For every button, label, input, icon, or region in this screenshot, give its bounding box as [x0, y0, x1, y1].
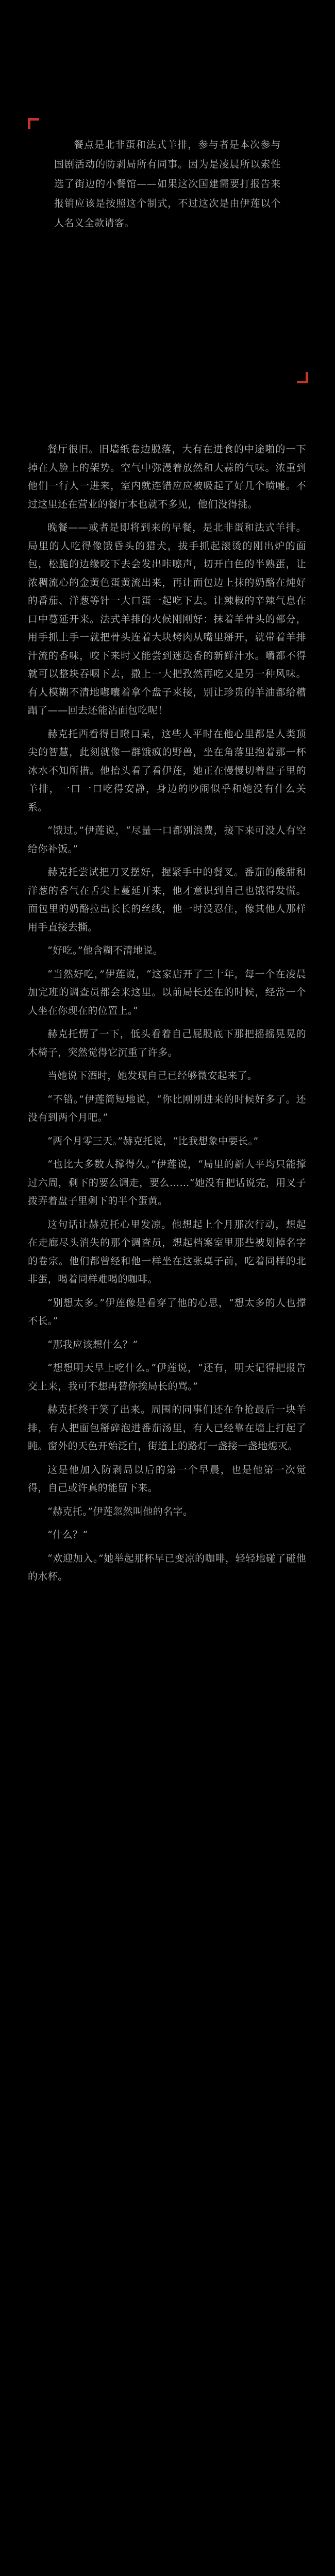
story-paragraph: 这句话让赫克托心里发凉。他想起上个月那次行动，想起在走廊尽头消失的那个调查员，想起档案室里那些被划掉名字的卷宗。他们都曾经和他一样坐在这张桌子前，吃着同样的北非蛋，喝着同样难喝的咖啡。	[28, 1218, 306, 1285]
intro-box	[54, 135, 281, 233]
story-paragraph: 赫克托尝试把刀叉摆好，握紧手中的餐叉。番茄的酸甜和洋葱的香气在舌尖上蔓延开来，他才意识到自己也饿得发慌。面包里的奶酪拉出长长的丝线，他一时没忍住，像其他人那样用手直接去撕。	[28, 867, 306, 933]
story-paragraph: 晚餐——或者是即将到来的早餐，是北非蛋和法式羊排。局里的人吃得像饿昏头的猎犬，拔手抓起滚烫的刚出炉的面包，松脆的边缘咬下去会发出咔嚓声，切开白色的半熟蛋，让浓稠流心的金黄色蛋黄流出来，再让面包边上抹的奶酪在炖好的番茄、洋葱等针一大口蛋一起吃下去。让辣椒的辛辣气息在口中蔓延开来。法式羊排的火候刚刚好：抹着羊骨头的部分，用手抓上手一就把骨头连着大块烤肉从嘴里掰开，就带着羊排汁流的香味，咬下来时又能尝到迷迭香的新鲜汁水。嚼都不得就可以整块吞咽下去，撒上一大把孜然再吃又是另一种风味。有人模糊不清地嘟囔着拿个盘子来接，别让珍贵的羊油都给糟蹋了——回去还能沾面包吃呢！	[28, 522, 306, 716]
story-paragraph: “欢迎加入。”她举起那杯早已变凉的咖啡，轻轻地碰了碰他的水杯。	[28, 1552, 306, 1582]
story-paragraph: 赫克托西看得目瞪口呆，这些人平时在他心里都是人类顶尖的智慧，此刻就像一群饿疯的野兽，坐在角落里抱着那一杯冰水不知所措。他抬头看了看伊莲，她正在慢慢切着盘子里的羊排，一口一口吃得安静，身边的吵闹似乎和她没有什么关系。	[28, 728, 306, 813]
story-paragraph: “那我应该想什么？”	[47, 1338, 138, 1350]
corner-bracket-bottom-right	[297, 372, 308, 383]
story-paragraph: “两个月零三天。”赫克托说，“比我想象中要长。”	[47, 1135, 259, 1147]
story-paragraph: “不错。”伊莲简短地说，“你比刚刚进来的时候好多了。还没有到两个月吧。”	[28, 1093, 306, 1123]
story-body	[28, 440, 306, 2576]
story-paragraph: 当她说下酒时，她发现自己已经够微安起来了。	[47, 1070, 258, 1081]
story-paragraph: 赫克托终于笑了出来。周围的同事们还在争抢最后一块羊排，有人把面包掰碎泡进番茄汤里，有人已经靠在墙上打起了盹。窗外的天色开始泛白，街道上的路灯一盏接一盏地熄灭。	[28, 1404, 306, 1452]
story-paragraph: “也比大多数人撑得久。”伊莲说，“局里的新人平均只能撑过六周，剩下的要么调走，要么……”她没有把话说完，用叉子拨弄着盘子里剩下的半个蛋黄。	[28, 1159, 306, 1207]
story-paragraph: 赫克托愣了一下，低头看着自己屁股底下那把摇摇晃晃的木椅子，突然觉得它沉重了许多。	[28, 1028, 306, 1058]
corner-bracket-top-left	[28, 118, 39, 129]
intro-text: 餐点是北非蛋和法式羊排，参与者是本次参与国剧活动的防剥局所有同事。因为是凌晨所以索性选了街边的小餐馆——如果这次国建需要打报告来报销应该是按照这个制式，不过这次是由伊莲以个人名义全款请客。	[54, 139, 281, 229]
story-paragraph: “好吃。”他含糊不清地说。	[47, 945, 163, 956]
story-paragraph: “饿过。”伊莲说，“尽量一口都别浪费，接下来可没人有空给你补饭。”	[28, 825, 306, 855]
story-paragraph: “想想明天早上吃什么。”伊莲说，“还有，明天记得把报告交上来，我可不想再替你挨局长的骂。”	[28, 1362, 306, 1392]
story-paragraph: “别想太多。”伊莲像是看穿了他的心思，“想太多的人也撑不长。”	[28, 1297, 306, 1327]
story-paragraph: “什么？”	[47, 1529, 88, 1540]
story-paragraph: 餐厅很旧。旧墙纸卷边脱落，大有在进食的中途啪的一下掉在人脸上的架势。空气中弥漫着放然和大蒜的气味。浓重到他们一行人一进来，室内就连错应应被吸起了好几个喷嚏。不过这里还在营业的餐厅本也就不多见，他们没得挑。	[28, 444, 306, 510]
story-paragraph: “赫克托。”伊莲忽然叫他的名字。	[47, 1505, 193, 1517]
story-paragraph: 这是他加入防剥局以后的第一个早晨，也是他第一次觉得，自己或许真的能留下来。	[28, 1464, 306, 1494]
story-paragraph: “当然好吃，”伊莲说，“这家店开了三十年，每一个在凌晨加完班的调查员都会来这里。以前局长还在的时候，经常一个人坐在你现在的位置上。”	[28, 968, 306, 1016]
